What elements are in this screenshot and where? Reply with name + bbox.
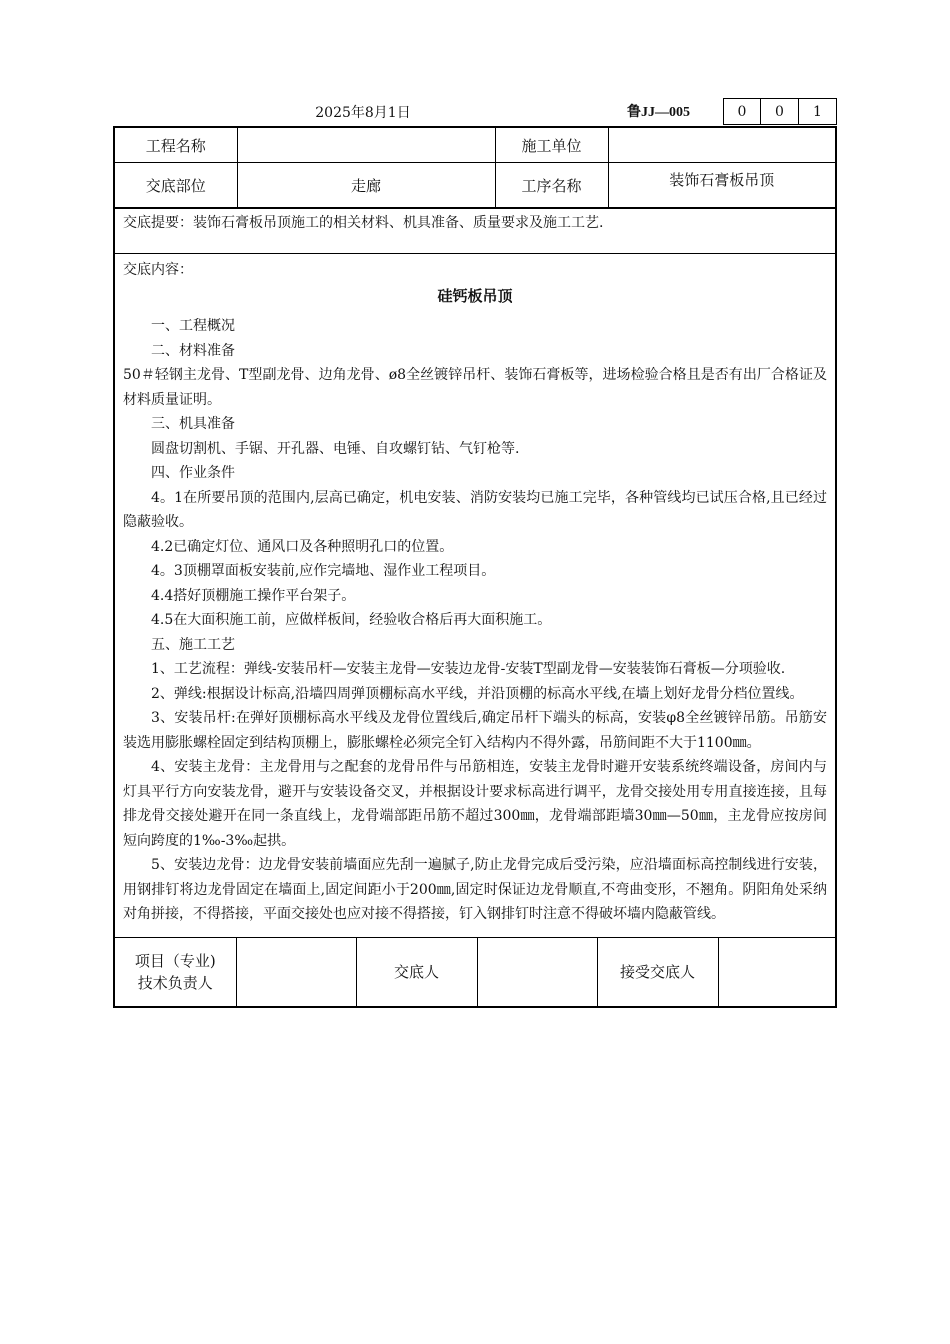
location-label: 交底部位 bbox=[115, 163, 237, 208]
receiver-signature bbox=[718, 937, 835, 1006]
content-paragraph: 一、工程概况 bbox=[151, 318, 235, 334]
document-code: 鲁JJ—005 bbox=[627, 105, 690, 120]
process-value: 装饰石膏板吊顶 bbox=[608, 163, 835, 208]
serial-number-box-3: 1 bbox=[799, 98, 837, 125]
content-paragraph: 4.5在大面积施工前，应做样板间，经验收合格后再大面积施工。 bbox=[151, 612, 552, 628]
presenter-label: 交底人 bbox=[356, 937, 477, 1006]
serial-number-box-2: 0 bbox=[761, 98, 799, 125]
content-paragraph: 1、工艺流程：弹线-安装吊杆—安装主龙骨—安装边龙骨-安装T型副龙骨—安装装饰石膏板—分项验收. bbox=[151, 661, 786, 677]
location-value: 走廊 bbox=[237, 163, 495, 208]
content-title: 硅钙板吊顶 bbox=[437, 286, 513, 305]
content-paragraph: 3、安装吊杆:在弹好顶棚标高水平线及龙骨位置线后,确定吊杆下端头的标高，安装φ8全丝镀锌吊筋。吊筋安装选用膨胀螺栓固定到结构顶棚上，膨胀螺栓必须完全钉入结构内不得外露，吊筋间距不大于1100㎜。 bbox=[123, 710, 827, 751]
signature-table bbox=[115, 937, 835, 1006]
receiver-label: 接受交底人 bbox=[597, 937, 718, 1006]
content-paragraph: 4。1在所要吊顶的范围内,层高已确定，机电安装、消防安装均已施工完毕，各种管线均已试压合格,且已经过隐蔽验收。 bbox=[123, 489, 827, 530]
content-paragraph: 2、弹线:根据设计标高,沿墙四周弹顶棚标高水平线，并沿顶棚的标高水平线,在墙上划好龙骨分档位置线。 bbox=[151, 685, 804, 702]
presenter-signature bbox=[477, 937, 597, 1006]
content-paragraph: 4。3顶棚罩面板安装前,应作完墙地、湿作业工程项目。 bbox=[151, 563, 496, 579]
content-paragraph: 4.2已确定灯位、通风口及各种照明孔口的位置。 bbox=[151, 538, 454, 555]
content-label: 交底内容： bbox=[123, 262, 193, 278]
header-row bbox=[113, 98, 837, 126]
construction-unit-value bbox=[608, 128, 835, 163]
process-label: 工序名称 bbox=[495, 163, 608, 208]
info-row-1 bbox=[115, 128, 835, 163]
briefing-summary: 交底提要：装饰石膏板吊顶施工的相关材料、机具准备、质量要求及施工工艺. bbox=[115, 208, 835, 253]
project-name-value bbox=[237, 128, 495, 163]
content-paragraph: 五、施工工艺 bbox=[151, 636, 235, 653]
content-paragraph: 四、作业条件 bbox=[151, 465, 235, 481]
content-paragraph: 圆盘切割机、手锯、开孔器、电锤、自攻螺钉钻、气钉枪等. bbox=[151, 440, 520, 457]
info-table bbox=[115, 128, 835, 208]
construction-unit-label: 施工单位 bbox=[495, 128, 608, 163]
tech-lead-label-line1: 项目（专业) bbox=[134, 951, 216, 970]
tech-lead-label bbox=[115, 937, 236, 1006]
briefing-form bbox=[113, 126, 837, 1008]
signature-row bbox=[115, 937, 835, 1006]
serial-number-box-1: 0 bbox=[723, 98, 761, 125]
content-paragraph: 5、安装边龙骨：边龙骨安装前墙面应先刮一遍腻子,防止龙骨完成后受污染，应沿墙面标高控制线进行安装，用钢排钉将边龙骨固定在墙面上,固定间距小于200㎜,固定时保证边龙骨顺直,不弯曲变形，不翘角。阴阳角处采纳对角拼接，不得搭接，平面交接处也应对接不得搭接，钉入钢排钉时注意不得破坏墙内隐蔽管线。 bbox=[123, 857, 827, 922]
info-row-2 bbox=[115, 163, 835, 208]
tech-lead-signature bbox=[236, 937, 356, 1006]
document-date: 2025年8月1日 bbox=[315, 105, 411, 121]
content-paragraph: 4、安装主龙骨：主龙骨用与之配套的龙骨吊件与吊筋相连，安装主龙骨时避开安装系统终端设备，房间内与灯具平行方向安装龙骨，避开与安装设备交叉，并根据设计要求标高进行调平，龙骨交接处用专用直接连接，且每排龙骨交接处避开在同一条直线上，龙骨端部距吊筋不超过300㎜，龙骨端部距墙30㎜—50㎜，主龙骨应按房间短向跨度的1‰-3‰起拱。 bbox=[123, 759, 827, 849]
content-paragraph: 50＃轻钢主龙骨、T型副龙骨、边角龙骨、ø8全丝镀锌吊杆、装饰石膏板等，进场检验合格且是否有出厂合格证及材料质量证明。 bbox=[123, 367, 827, 408]
document-page bbox=[113, 98, 837, 1008]
project-name-label: 工程名称 bbox=[115, 128, 237, 163]
content-paragraph: 二、材料准备 bbox=[151, 342, 235, 359]
content-paragraph: 三、机具准备 bbox=[151, 416, 235, 432]
briefing-content bbox=[115, 253, 835, 937]
content-paragraph: 4.4搭好顶棚施工操作平台架子。 bbox=[151, 587, 356, 604]
tech-lead-label-line2: 技术负责人 bbox=[137, 973, 213, 992]
